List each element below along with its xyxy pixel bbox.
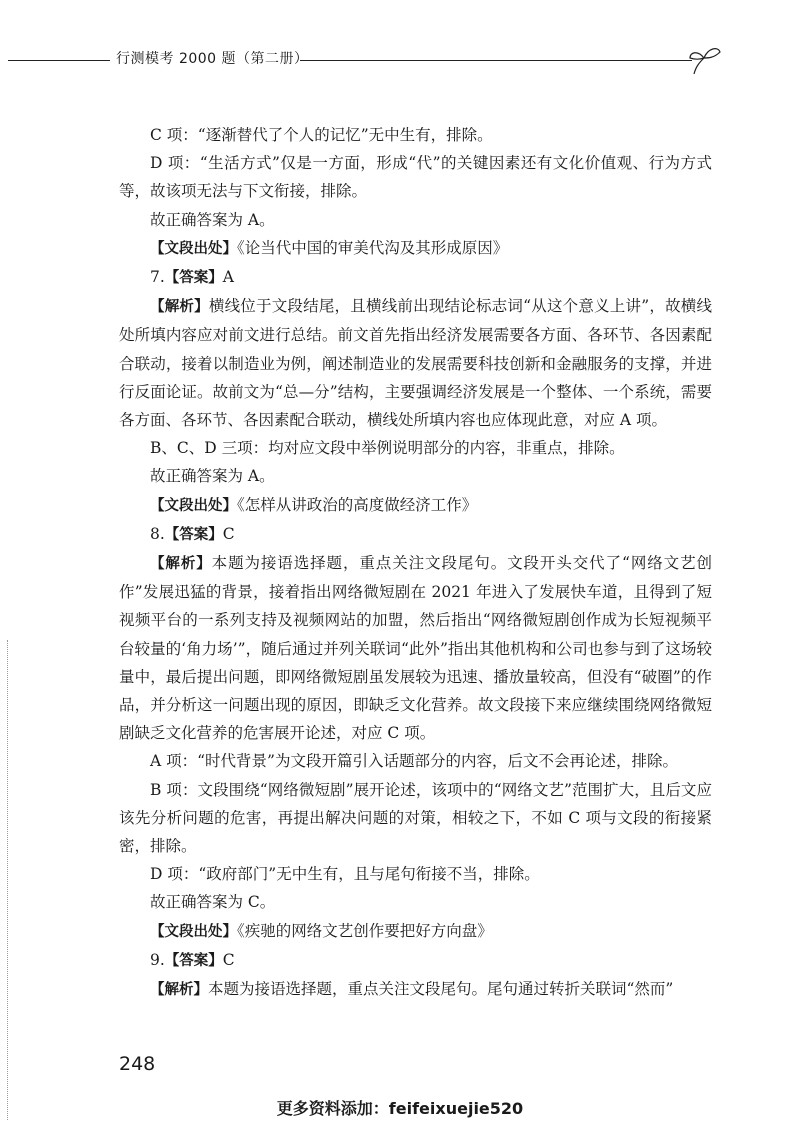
paragraph [119,292,712,434]
section-label: 【解析】 [150,299,209,316]
paragraph-text: 故正确答案为 C。 [150,893,276,912]
section-label: 【解析】 [150,982,208,999]
section-label: 【答案】 [164,270,223,287]
paragraph [119,747,712,775]
paragraph-text: 故正确答案为 A。 [150,210,275,229]
paragraph-text: B、C、D 三项：均对应文段中举例说明部分的内容，非重点，排除。 [150,439,625,458]
question-number: 8. [150,524,165,543]
paragraph-text: B 项：文段围绕“网络微短剧”展开论述，该项中的“网络文艺”范围扩大，且后文应该先分析问题的危害，再提出解决问题的对策，相较之下，不如 C 项与文段的衔接紧密，排除。 [119,780,712,856]
paragraph-text: 本题为接语选择题，重点关注文段尾句。尾句通过转折关联词“然而” [208,980,674,999]
paragraph-text: 《论当代中国的审美代沟及其形成原因》 [237,238,509,257]
section-label: 【答案】 [164,526,223,543]
paragraph-text: 《疾驰的网络文艺创作要把好方向盘》 [237,921,493,940]
paragraph-text: C [222,950,235,969]
page-number: 248 [119,1053,156,1075]
header-rule-right [300,60,692,61]
section-label: 【解析】 [150,556,212,573]
question-number: 9. [150,950,165,969]
paragraph [119,520,712,549]
paragraph [119,860,712,888]
paragraph [119,888,712,916]
paragraph [119,234,712,263]
section-label: 【文段出处】 [150,497,237,514]
paragraph-text: 本题为接语选择题，重点关注文段尾句。文段开头交代了“网络文艺创作”发展迅猛的背景，接着指出网络微短剧在 2021 年进入了发展快车道，且得到了短视频平台的一系列支持及视频网站的加盟，然后指出“网络微短剧创作成为长短视频平台较量的‘角力场’”，随后通过并列关联词“此外”指出其他机构和公司也参与到了这场较量中，最后提出问题，即网络微短剧虽发展较为迅速、播放量较高，但没有“破圈”的作品，并分析这一问题出现的原因，即缺乏文化营养。故文段接下来应继续围绕网络微短剧缺乏文化营养的危害展开论述，对应 C 项。 [119,554,712,743]
paragraph [119,121,712,149]
paragraph [119,149,712,205]
paragraph [119,549,712,747]
paragraph-text: A 项：“时代背景”为文段开篇引入话题部分的内容，后文不会再论述，排除。 [150,752,678,771]
paragraph-text: 故正确答案为 A。 [150,467,275,486]
header-title: 行测模考 2000 题（第二册） [116,51,309,67]
paragraph-text: C 项：“逐渐替代了个人的记忆”无中生有，排除。 [150,126,493,144]
section-label: 【文段出处】 [150,240,237,257]
paragraph [119,206,712,234]
paragraph-text: 《怎样从讲政治的高度做经济工作》 [237,495,478,514]
paragraph-text: D 项：“生活方式”仅是一方面，形成“代”的关键因素还有文化价值观、行为方式等，故该项无法与下文衔接，排除。 [119,154,712,201]
answer-explanations [119,121,712,1004]
paragraph-text: A [222,268,234,287]
section-label: 【文段出处】 [150,923,237,940]
question-number: 7. [150,268,165,287]
paragraph [119,434,712,462]
sprout-icon [686,44,726,76]
paragraph [119,975,712,1004]
paragraph-text: 横线位于文段结尾，且横线前出现结论标志词“从这个意义上讲”，故横线处所填内容应对前文进行总结。前文首先指出经济发展需要各方面、各环节、各因素配合联动，接着以制造业为例，阐述制造业的发展需要科技创新和金融服务的支撑，并进行反面论证。故前文为“总—分”结构，主要强调经济发展是一个整体、一个系统，需要各方面、各环节、各因素配合联动，横线处所填内容也应体现此意，对应 A 项。 [119,297,713,430]
paragraph-text: D 项：“政府部门”无中生有，且与尾句衔接不当，排除。 [150,865,540,884]
paragraph [119,263,712,292]
page-header [0,44,800,74]
paragraph-text: C [222,524,235,543]
binding-edge [7,640,8,1120]
footer-note: 更多资料添加：feifeixuejie520 [276,1099,524,1118]
paragraph [119,917,712,946]
header-rule-left [8,60,110,61]
section-label: 【答案】 [164,952,223,969]
paragraph [119,462,712,490]
paragraph [119,491,712,520]
paragraph [119,776,712,861]
paragraph [119,946,712,975]
